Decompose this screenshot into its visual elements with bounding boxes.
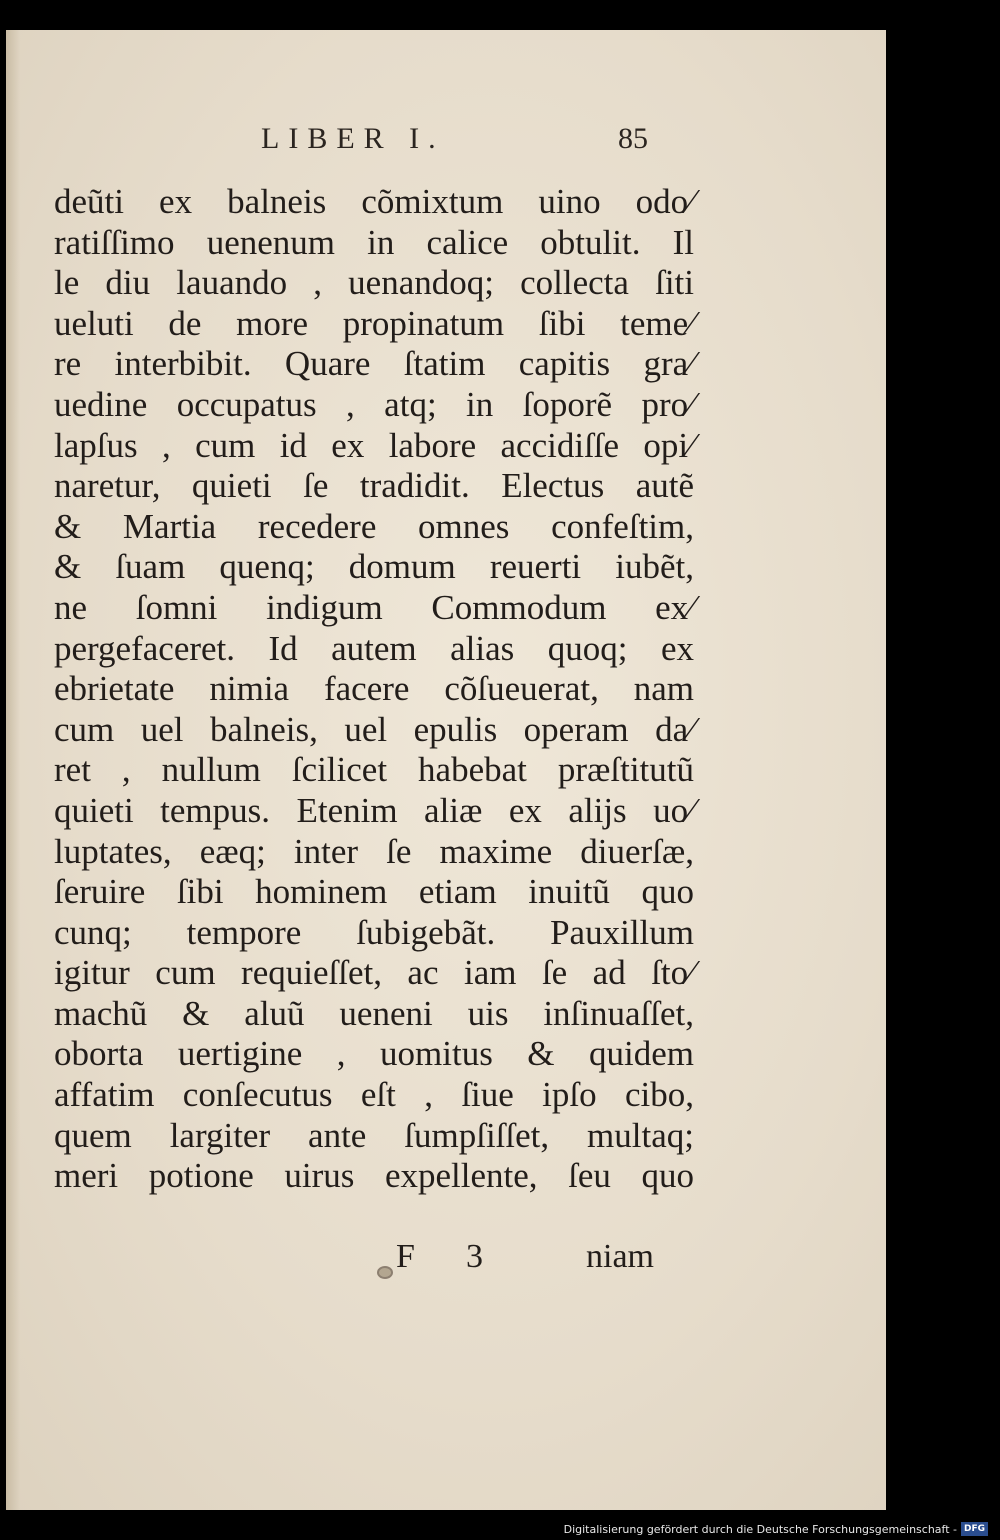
text-line: ueluti de more propinatum ſibi teme⁄ xyxy=(54,303,694,343)
folio-number: 85 xyxy=(618,122,648,155)
dfg-logo-icon: DFG xyxy=(961,1522,988,1536)
digitization-credit xyxy=(564,1521,988,1537)
text-line: ebrietate nimia facere cõſueuerat, nam xyxy=(54,669,694,709)
text-line: machũ & aluũ ueneni uis inſinuaſſet, xyxy=(54,993,694,1033)
credit-text: Digitalisierung gefördert durch die Deutsche Forschungsgemeinschaft - xyxy=(563,1522,957,1536)
text-line: ret , nullum ſcilicet habebat præſtitutũ xyxy=(54,750,694,790)
page-footer xyxy=(6,1238,886,1278)
text-line: & ſuam quenq; domum reuerti iubẽt, xyxy=(54,547,694,587)
text-block xyxy=(54,182,694,1197)
text-line: re interbibit. Quare ſtatim capitis gra⁄ xyxy=(54,344,694,384)
text-line: le diu lauando , uenandoq; collecta ſiti xyxy=(54,263,694,303)
text-line: lapſus , cum id ex labore accidiſſe opi⁄ xyxy=(54,425,694,465)
text-line: oborta uertigine , uomitus & quidem xyxy=(54,1034,694,1074)
text-line: naretur, quieti ſe tradidit. Electus autẽ xyxy=(54,466,694,506)
text-line: uedine occupatus , atq; in ſoporẽ pro⁄ xyxy=(54,384,694,424)
text-line: ne ſomni indigum Commodum ex⁄ xyxy=(54,587,694,627)
page-gutter-shadow xyxy=(6,30,20,1510)
signature-mark: F xyxy=(396,1238,415,1275)
text-line: ratiſſimo uenenum in calice obtulit. Il xyxy=(54,222,694,262)
text-line: cunq; tempore ſubigebãt. Pauxillum xyxy=(54,912,694,952)
text-line: luptates, eæq; inter ſe maxime diuerſæ, xyxy=(54,831,694,871)
text-line: ſeruire ſibi hominem etiam inuitũ quo xyxy=(54,872,694,912)
book-page xyxy=(6,30,886,1510)
text-line: pergefaceret. Id autem alias quoq; ex xyxy=(54,628,694,668)
running-title: LIBER I. xyxy=(261,122,445,155)
text-line: quieti tempus. Etenim aliæ ex alijs uo⁄ xyxy=(54,790,694,830)
catchword: niam xyxy=(586,1238,654,1275)
text-line: affatim conſecutus eſt , ſiue ipſo cibo, xyxy=(54,1075,694,1115)
text-line: igitur cum requieſſet, ac iam ſe ad ſto⁄ xyxy=(54,953,694,993)
signature-number: 3 xyxy=(466,1238,483,1275)
text-line: deũti ex balneis cõmixtum uino odo⁄ xyxy=(54,182,694,221)
text-line: quem largiter ante ſumpſiſſet, multaq; xyxy=(54,1115,694,1155)
text-line: cum uel balneis, uel epulis operam da⁄ xyxy=(54,709,694,749)
text-line: & Martia recedere omnes confeſtim, xyxy=(54,506,694,546)
text-line: meri potione uirus expellente, ſeu quo xyxy=(54,1156,694,1196)
running-head xyxy=(6,122,886,162)
library-stamp-icon xyxy=(377,1266,393,1279)
